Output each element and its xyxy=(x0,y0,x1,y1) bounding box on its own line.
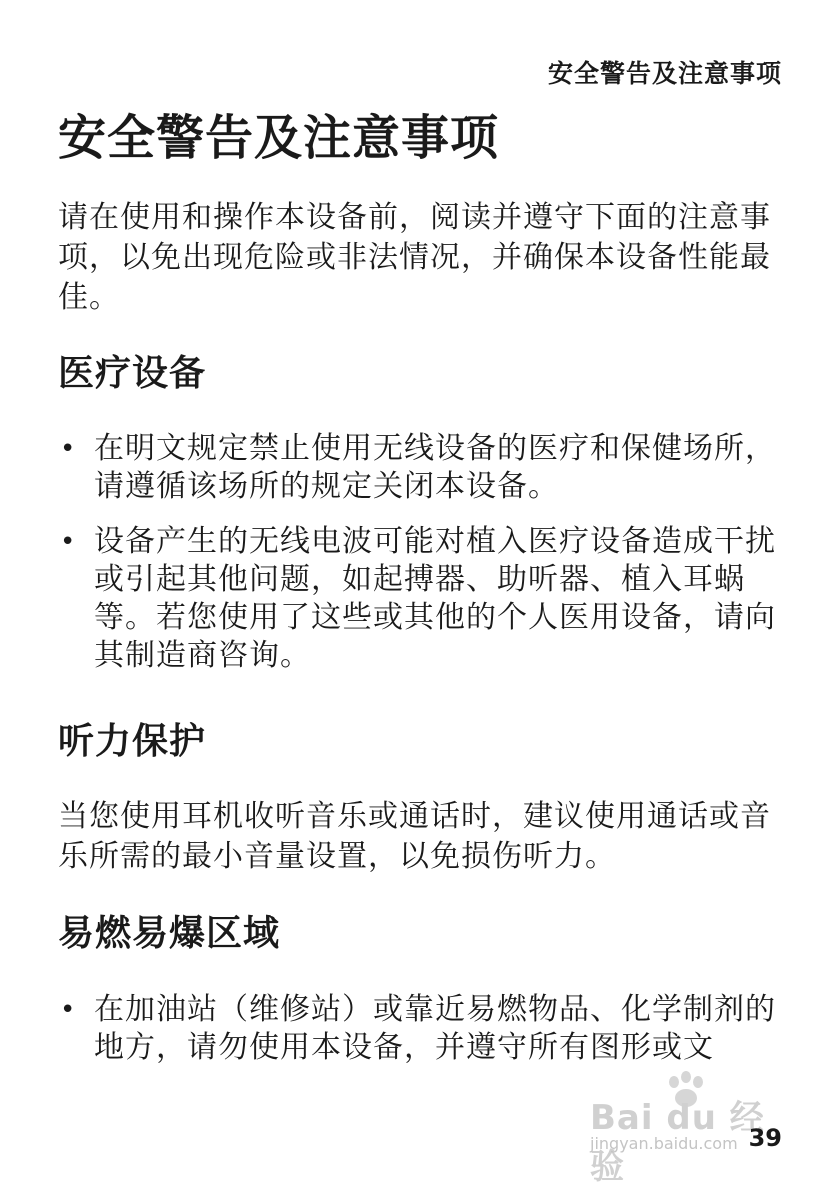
bullet-icon: • xyxy=(60,434,77,464)
list-item xyxy=(58,523,778,675)
bullet-icon: • xyxy=(60,995,77,1025)
bullet-icon: • xyxy=(60,527,77,557)
medical-bullet-list xyxy=(58,430,778,675)
section-heading-medical: 医疗设备 xyxy=(58,353,207,394)
running-header: 安全警告及注意事项 xyxy=(547,59,782,88)
list-item xyxy=(58,991,778,1067)
bullet-text: 设备产生的无线电波可能对植入医疗设备造成干扰或引起其他问题，如起搏器、助听器、植入耳蜗等。若您使用了这些或其他的个人医用设备，请向其制造商咨询。 xyxy=(94,524,776,673)
explosive-bullet-list xyxy=(58,991,778,1067)
watermark-url: jingyan.baidu.com xyxy=(590,1134,738,1153)
bullet-text: 在明文规定禁止使用无线设备的医疗和保健场所，请遵循该场所的规定关闭本设备。 xyxy=(94,431,776,504)
bullet-text: 在加油站（维修站）或靠近易燃物品、化学制剂的地方，请勿使用本设备，并遵守所有图形或文 xyxy=(94,992,776,1065)
hearing-paragraph: 当您使用耳机收听音乐或通话时，建议使用通话或音乐所需的最小音量设置，以免损伤听力。 xyxy=(58,799,771,874)
intro-paragraph: 请在使用和操作本设备前，阅读并遵守下面的注意事项，以免出现危险或非法情况，并确保本设备性能最佳。 xyxy=(58,200,771,315)
section-heading-hearing: 听力保护 xyxy=(58,721,207,762)
watermark-brand: Bai du 经验 xyxy=(590,1098,765,1187)
page-title: 安全警告及注意事项 xyxy=(58,110,500,166)
list-item xyxy=(58,430,778,506)
page-number: 39 xyxy=(748,1124,782,1152)
section-heading-explosive: 易燃易爆区域 xyxy=(58,913,281,954)
